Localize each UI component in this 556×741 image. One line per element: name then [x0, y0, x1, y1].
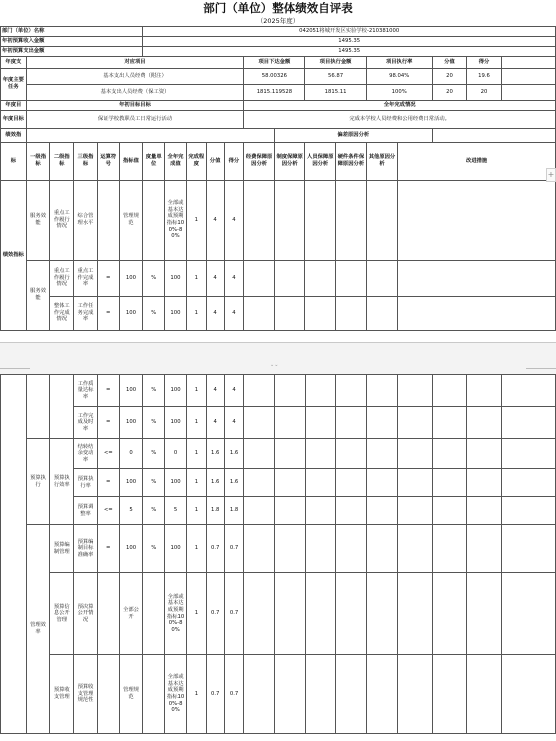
budget-header-project: 对应项目 — [26, 56, 244, 68]
collapse-handle[interactable]: + — [546, 168, 556, 182]
row-l3: 预决算公开情况 — [74, 573, 98, 655]
row-done: 全部或基本达成预期指标100%-80% — [165, 655, 187, 734]
budget-row-rate: 98.04% — [366, 68, 432, 84]
row-op: = — [97, 407, 119, 439]
row-done: 100 — [165, 296, 187, 330]
row-l2: 预算信息公开管理 — [50, 573, 74, 655]
row-l1: 预算执行 — [26, 439, 50, 525]
row-deg: 1 — [187, 469, 207, 497]
row-l2: 整体工作完成情况 — [50, 296, 74, 330]
col-score: 分值 — [206, 142, 224, 180]
row-op — [97, 573, 119, 655]
self-evaluation-table-bottom — [0, 374, 556, 734]
budget-header-score: 得分 — [467, 56, 502, 68]
row-l1: 服务效能 — [26, 260, 50, 330]
col-op: 运算符号 — [97, 142, 119, 180]
sheet-page-2 — [0, 374, 556, 741]
row-got: 0.7 — [224, 655, 244, 734]
dept-label: 部门（单位）名称 — [1, 26, 143, 36]
row-score: 4 — [206, 180, 224, 260]
col-dev-staff: 人员保障原因分析 — [305, 142, 336, 180]
row-unit: % — [143, 525, 165, 573]
goal-actual-header: 全年完成情况 — [244, 100, 556, 110]
row-l3: 工作质量达标率 — [74, 375, 98, 407]
row-unit — [143, 573, 165, 655]
row-done: 全部或基本达成预期指标100%-80% — [165, 573, 187, 655]
budget-task-label: 年度主要任务 — [1, 68, 27, 100]
income-label: 年初预算收入金额 — [1, 36, 143, 46]
row-l2: 预算编制管理 — [50, 525, 74, 573]
row-val: 全部公开 — [119, 573, 143, 655]
row-got: 1.6 — [224, 439, 244, 469]
page-break — [0, 342, 556, 376]
budget-header-rate: 项目执行率 — [366, 56, 432, 68]
sheet-page-1 — [0, 0, 556, 342]
row-val: 100 — [119, 469, 143, 497]
row-unit: % — [143, 407, 165, 439]
row-val: 100 — [119, 525, 143, 573]
row-val: 管理规范 — [119, 180, 143, 260]
row-op: = — [97, 260, 119, 296]
row-score: 0.7 — [206, 573, 224, 655]
row-l2: 重点工作履行情况 — [50, 180, 74, 260]
goal-plan-text: 保证学校教职员工日常运行活动 — [26, 110, 244, 128]
row-op: <= — [97, 497, 119, 525]
row-deg: 1 — [187, 375, 207, 407]
row-l3: 预算收支管理规范性 — [74, 655, 98, 734]
row-score: 1.6 — [206, 439, 224, 469]
budget-row-executed: 56.87 — [305, 68, 366, 84]
self-evaluation-table-top — [0, 0, 556, 331]
row-deg: 1 — [186, 296, 206, 330]
row-l3: 综合管理水平 — [74, 180, 98, 260]
budget-row-executed: 1815.11 — [305, 84, 366, 100]
row-unit: % — [143, 296, 165, 330]
row-op: = — [97, 375, 119, 407]
budget-row-points: 20 — [432, 84, 467, 100]
row-l3: 工作完成及时率 — [74, 407, 98, 439]
budget-row-allocated: 1815.119528 — [244, 84, 305, 100]
col-dev-funds: 经费保障原因分析 — [244, 142, 275, 180]
row-l3: 预算执行率 — [74, 469, 98, 497]
row-op — [97, 655, 119, 734]
row-val: 100 — [119, 407, 143, 439]
row-val: 100 — [119, 296, 143, 330]
col-val: 指标值 — [119, 142, 143, 180]
row-done: 100 — [165, 525, 187, 573]
row-got: 1.6 — [224, 469, 244, 497]
row-unit — [143, 180, 165, 260]
row-score: 1.6 — [206, 469, 224, 497]
row-l3: 结转结余变动率 — [74, 439, 98, 469]
row-deg: 1 — [187, 407, 207, 439]
row-score: 0.7 — [206, 655, 224, 734]
row-score: 4 — [206, 260, 224, 296]
row-deg: 1 — [187, 439, 207, 469]
row-done: 全部或基本达成预期指标100%-80% — [165, 180, 187, 260]
budget-header-allocated: 项目下达金额 — [244, 56, 305, 68]
row-done: 100 — [165, 260, 187, 296]
col-dev-other: 其他原因分析 — [366, 142, 398, 180]
row-unit: % — [143, 439, 165, 469]
row-op: <= — [97, 439, 119, 469]
budget-row-allocated: 58.00326 — [244, 68, 305, 84]
row-got: 4 — [224, 180, 244, 260]
row-unit: % — [143, 260, 165, 296]
goal-plan-header: 年初目标目标 — [26, 100, 244, 110]
row-deg: 1 — [187, 573, 207, 655]
row-done: 100 — [165, 407, 187, 439]
row-unit — [143, 655, 165, 734]
expense-label: 年初预算支出金额 — [1, 46, 143, 56]
page-title: 部门（单位）整体绩效自评表 — [203, 1, 353, 15]
budget-row-score: 20 — [467, 84, 502, 100]
row-deg: 1 — [186, 260, 206, 296]
row-val: 100 — [119, 260, 143, 296]
income-value: 1495.35 — [143, 36, 556, 46]
row-deg: 1 — [187, 497, 207, 525]
row-got: 0.7 — [224, 525, 244, 573]
row-val: 管理规范 — [119, 655, 143, 734]
row-deg: 1 — [187, 655, 207, 734]
col-dev-system: 制度保障原因分析 — [274, 142, 305, 180]
row-deg: 1 — [186, 180, 206, 260]
row-deg: 1 — [187, 525, 207, 573]
row-unit: % — [143, 469, 165, 497]
indicator-label-b: 标 — [1, 142, 27, 180]
page-break-marker: ⌄⌄ — [270, 362, 279, 368]
deviation-header: 偏差原因分析 — [274, 128, 432, 142]
col-got: 得分 — [224, 142, 244, 180]
expense-value: 1495.35 — [143, 46, 556, 56]
row-unit: % — [143, 497, 165, 525]
goal-actual-text: 完成本学校人员经费和公用经费日常活动。 — [244, 110, 556, 128]
row-op — [97, 180, 119, 260]
indicator-label-a: 绩效指 — [1, 128, 27, 142]
row-got: 4 — [224, 375, 244, 407]
row-done: 0 — [165, 439, 187, 469]
col-unit: 度量单位 — [143, 142, 165, 180]
row-score: 4 — [206, 296, 224, 330]
row-l3: 预算编制目标准确率 — [74, 525, 98, 573]
row-l3: 工作任务完成率 — [74, 296, 98, 330]
budget-row-rate: 100% — [366, 84, 432, 100]
row-val: 100 — [119, 375, 143, 407]
row-score: 1.8 — [206, 497, 224, 525]
col-l2: 二级指标 — [50, 142, 74, 180]
col-done: 全年完成值 — [165, 142, 187, 180]
row-l3: 重点工作完成率 — [74, 260, 98, 296]
row-got: 1.8 — [224, 497, 244, 525]
row-l1: 管理效率 — [26, 525, 50, 734]
row-got: 0.7 — [224, 573, 244, 655]
dept-value: 042051将城开发区实验学校-210381000 — [143, 26, 556, 36]
row-got: 4 — [224, 407, 244, 439]
budget-section-label: 年度支 — [1, 56, 27, 68]
row-score: 4 — [206, 407, 224, 439]
col-improve: 改进措施 — [398, 142, 556, 180]
col-dev-hardware: 硬件条件保障原因分析 — [336, 142, 367, 180]
row-got: 4 — [224, 260, 244, 296]
indicator-section-label: 绩效指标 — [1, 180, 27, 330]
row-val: 5 — [119, 497, 143, 525]
year-label: （2025年度） — [256, 16, 300, 25]
budget-row-project: 基本支出人员经费（附注） — [26, 68, 244, 84]
row-score: 0.7 — [206, 525, 224, 573]
row-done: 100 — [165, 469, 187, 497]
row-unit: % — [143, 375, 165, 407]
budget-row-project: 基本支出人员经费（保工资） — [26, 84, 244, 100]
row-l3: 预算调整率 — [74, 497, 98, 525]
row-done: 100 — [165, 375, 187, 407]
row-l2: 重点工作履行情况 — [50, 260, 74, 296]
budget-header-points: 分值 — [432, 56, 467, 68]
row-l1: 服务效能 — [26, 180, 50, 260]
col-l3: 三级指标 — [74, 142, 98, 180]
row-l2: 预算收支管理 — [50, 655, 74, 734]
row-op: = — [97, 525, 119, 573]
col-deg: 完成程度 — [186, 142, 206, 180]
budget-row-points: 20 — [432, 68, 467, 84]
row-l2: 预算执行效率 — [50, 439, 74, 525]
row-op: = — [97, 469, 119, 497]
row-val: 0 — [119, 439, 143, 469]
col-l1: 一级指标 — [26, 142, 50, 180]
row-got: 4 — [224, 296, 244, 330]
row-score: 4 — [206, 375, 224, 407]
goal-label: 年度目标 — [1, 110, 27, 128]
row-done: 5 — [165, 497, 187, 525]
goal-section-label: 年度目 — [1, 100, 27, 110]
budget-row-score: 19.6 — [467, 68, 502, 84]
budget-header-executed: 项目执行金额 — [305, 56, 366, 68]
row-op: = — [97, 296, 119, 330]
